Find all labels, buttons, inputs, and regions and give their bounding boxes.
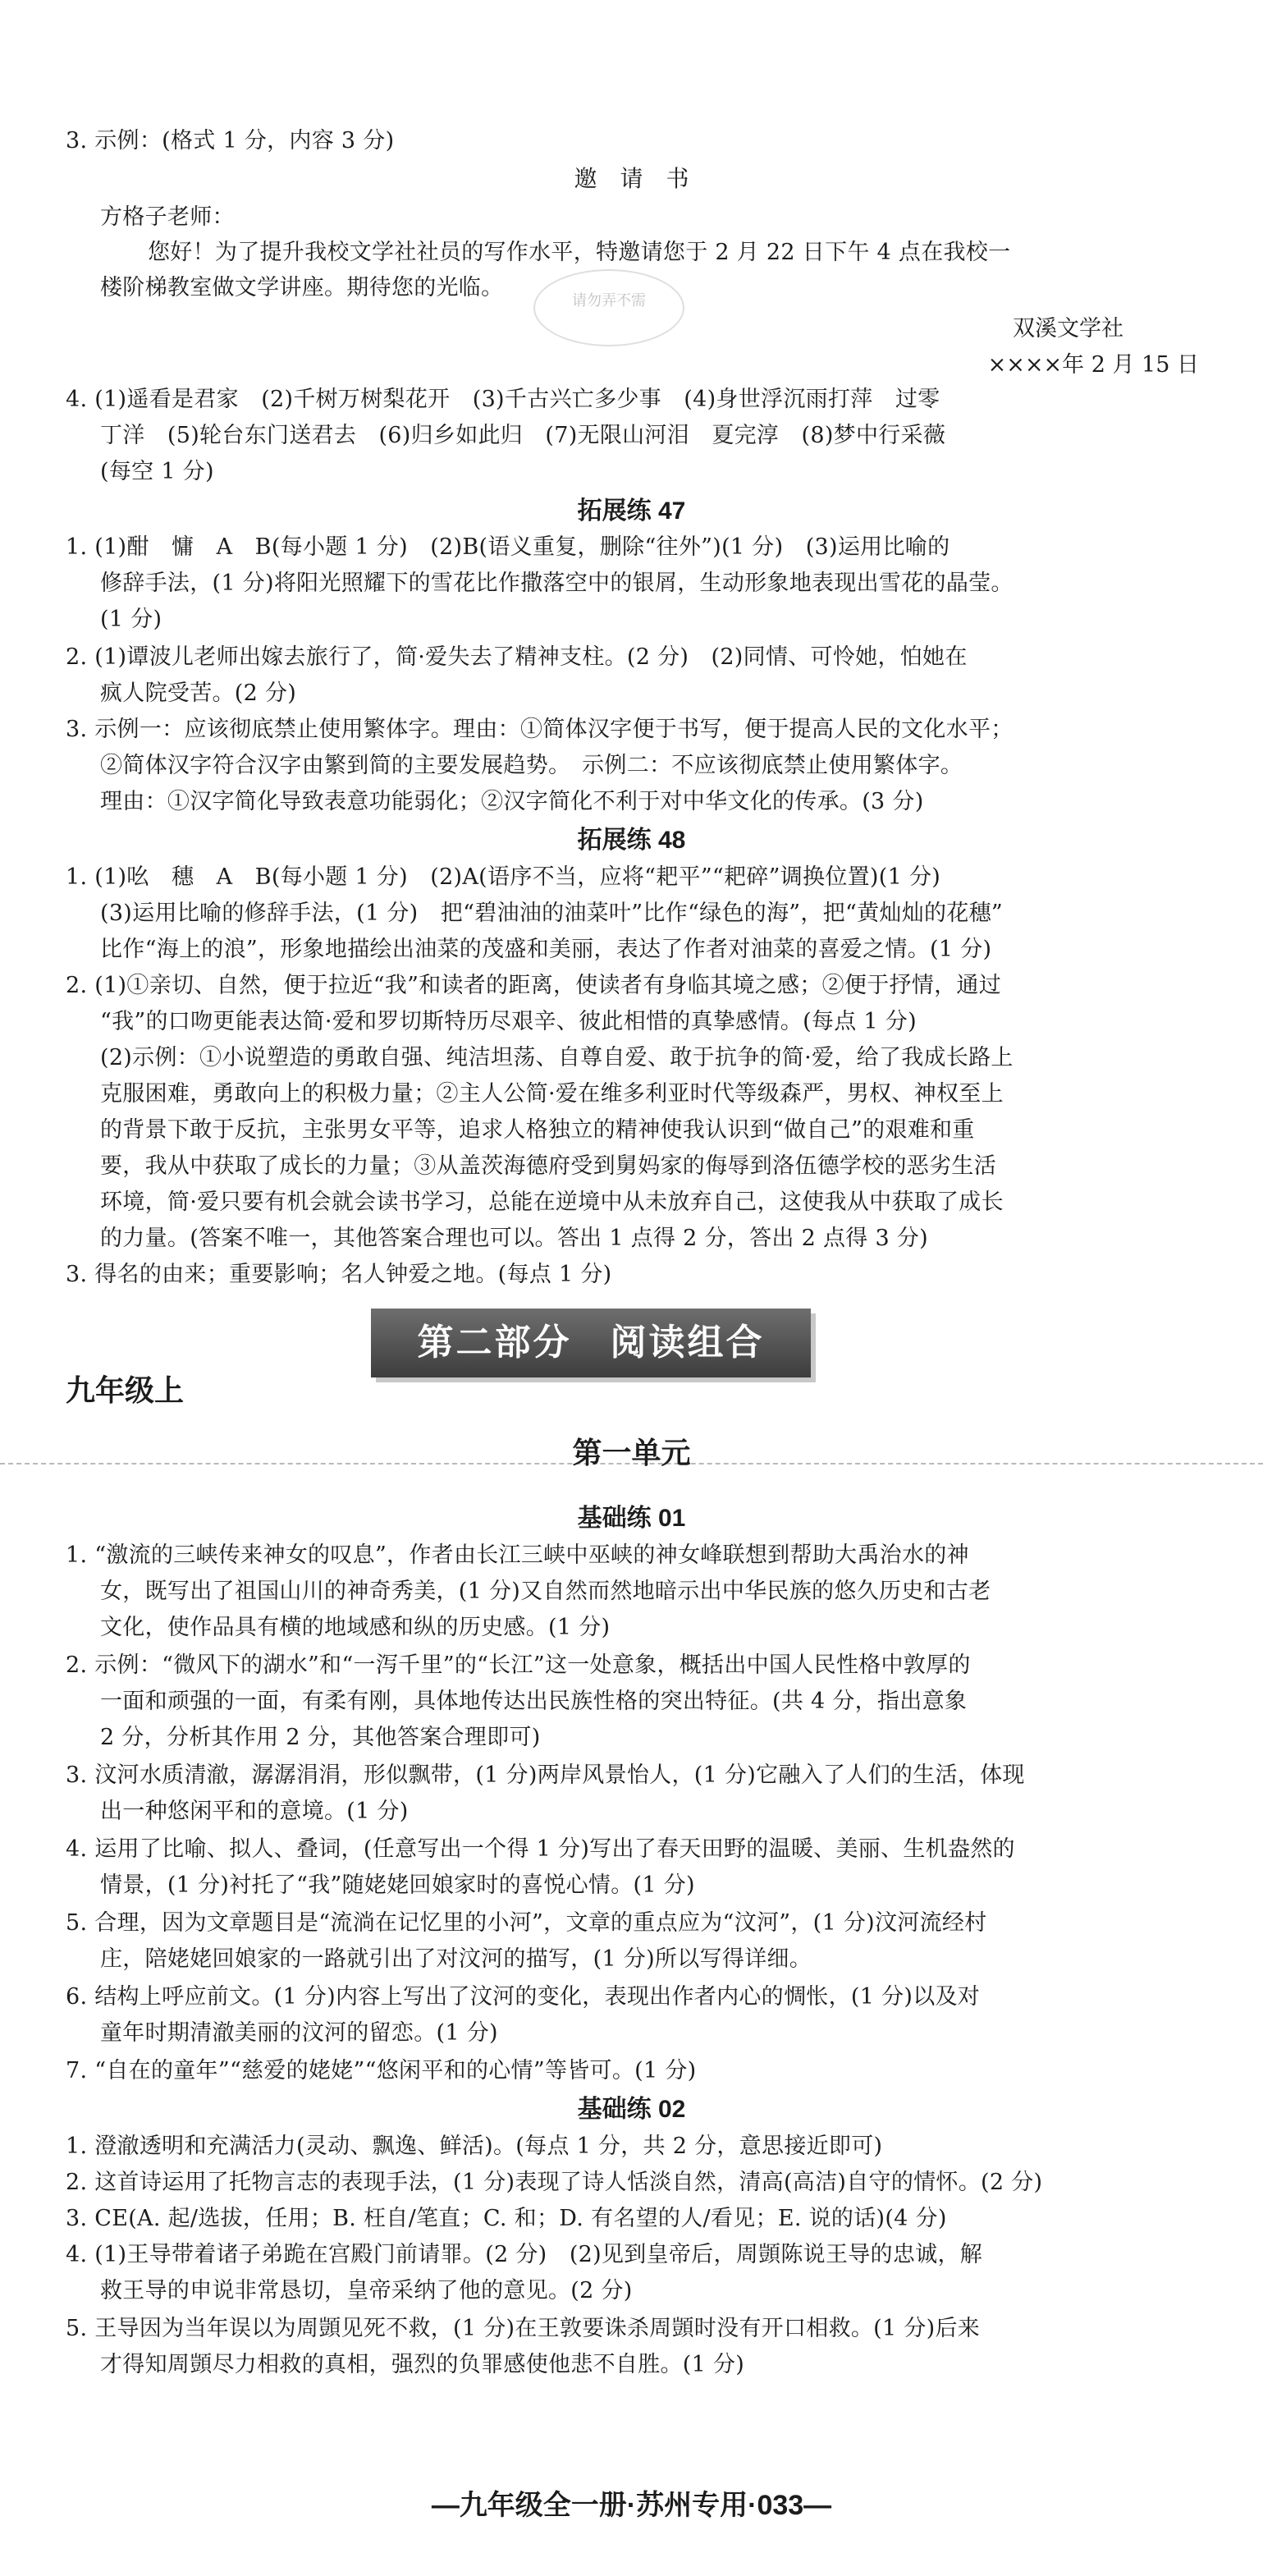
answer-line: 的背景下敢于反抗，主张男女平等，追求人格独立的精神使我认识到“做自己”的艰难和重 <box>100 1117 975 1143</box>
answer-line: 庄，陪姥姥回娘家的一路就引出了对汶河的描写，(1 分)所以写得详细。 <box>100 1946 812 1972</box>
answer-line: 比作“海上的浪”，形象地描绘出油菜的茂盛和美丽，表达了作者对油菜的喜爱之情。(1 分) <box>100 937 992 962</box>
answer-line: 理由：①汉字简化导致表意功能弱化；②汉字简化不利于对中华文化的传承。(3 分) <box>100 789 924 814</box>
page-footer: —九年级全一册·苏州专用·033— <box>431 2490 832 2521</box>
answer-line: ②简体汉字符合汉字由繁到简的主要发展趋势。 示例二：不应该彻底禁止使用繁体字。 <box>100 753 963 778</box>
answer-line: 情景，(1 分)衬托了“我”随姥姥回娘家时的喜悦心情。(1 分) <box>100 1872 695 1898</box>
answer-line: 2. (1)①亲切、自然，便于拉近“我”和读者的距离，使读者有身临其境之感；②便于抒情，通过 <box>66 973 1001 998</box>
answer-line: 一面和顽强的一面，有柔有刚，具体地传达出民族性格的突出特征。(共 4 分，指出意象 <box>100 1689 968 1714</box>
answer-line: (每空 1 分) <box>100 459 214 484</box>
part-banner <box>371 1309 811 1377</box>
answer-line: 克服困难，勇敢向上的积极力量；②主人公简·爱在维多利亚时代等级森严，男权、神权至上 <box>100 1081 1004 1107</box>
answer-line: 2 分，分析其作用 2 分，其他答案合理即可) <box>100 1725 541 1750</box>
answer-line: 丁洋 (5)轮台东门送君去 (6)归乡如此归 (7)无限山河泪 夏完淳 (8)梦中行采薇 <box>100 423 946 448</box>
letter-date: ××××年 2 月 15 日 <box>987 352 1199 378</box>
answer-line: 4. 运用了比喻、拟人、叠词，(任意写出一个得 1 分)写出了春天田野的温暖、美丽、生机盎然的 <box>66 1836 1015 1862</box>
answer-line: 环境，简·爱只要有机会就会读书学习，总能在逆境中从未放弃自己，这使我从中获取了成长 <box>100 1189 1004 1215</box>
answer-line: 3. CE(A. 起/选拔，任用；B. 枉自/笔直；C. 和；D. 有名望的人/看见；E. 说的话)(4 分) <box>66 2206 947 2231</box>
answer-line: 5. 王导因为当年误以为周顗见死不救，(1 分)在王敦要诛杀周顗时没有开口相救。(1 分)后来 <box>66 2316 981 2341</box>
answer-line: 3. 示例一：应该彻底禁止使用繁体字。理由：①简体汉字便于书写，便于提高人民的文化水平； <box>66 717 1014 742</box>
answer-line: 3. 得名的由来；重要影响；名人钟爱之地。(每点 1 分) <box>66 1262 612 1287</box>
answer-line: 修辞手法，(1 分)将阳光照耀下的雪花比作撒落空中的银屑，生动形象地表现出雪花的晶莹。 <box>100 571 1014 596</box>
answer-line: 1. (1)吆 穗 A B(每小题 1 分) (2)A(语序不当，应将“耙平”“耙碎”调换位置)(1 分) <box>66 864 941 890</box>
answer-line: 7. “自在的童年”“慈爱的姥姥”“悠闲平和的心情”等皆可。(1 分) <box>66 2058 697 2083</box>
answer-line: 5. 合理，因为文章题目是“流淌在记忆里的小河”，文章的重点应为“汶河”，(1 分)汶河流经村 <box>66 1910 987 1936</box>
answer-line: 6. 结构上呼应前文。(1 分)内容上写出了汶河的变化，表现出作者内心的惆怅，(1 分)以及对 <box>66 1984 981 2010</box>
answer-line: 方格子老师： <box>100 204 235 230</box>
answer-line: 救王导的申说非常恳切，皇帝采纳了他的意见。(2 分) <box>100 2278 633 2303</box>
section-title-ext48: 拓展练 48 <box>577 827 686 854</box>
grade-title: 九年级上 <box>66 1373 185 1407</box>
answer-line: 出一种悠闲平和的意境。(1 分) <box>100 1799 409 1824</box>
answer-line: 疯人院受苦。(2 分) <box>100 681 297 706</box>
section-title-basic02: 基础练 02 <box>577 2096 686 2123</box>
answer-line: 1. “激流的三峡传来神女的叹息”，作者由长江三峡中巫峡的神女峰联想到帮助大禹治水的神 <box>66 1542 969 1568</box>
answer-line: 文化，使作品具有横的地域感和纵的历史感。(1 分) <box>100 1615 611 1640</box>
answer-line: 的力量。(答案不唯一，其他答案合理也可以。答出 1 点得 2 分，答出 2 点得 3 分) <box>100 1226 928 1251</box>
section-title-basic01: 基础练 01 <box>577 1505 686 1532</box>
letter-signature: 双溪文学社 <box>1013 316 1123 341</box>
answer-line: 2. 示例：“微风下的湖水”和“一泻千里”的“长江”这一处意象，概括出中国人民性格中敦厚的 <box>66 1652 971 1678</box>
answer-line: (1 分) <box>100 607 162 632</box>
stamp-text: 请勿弄不需 <box>572 292 646 309</box>
answer-line: 女，既写出了祖国山川的神奇秀美，(1 分)又自然而然地暗示出中华民族的悠久历史和古老 <box>100 1579 991 1604</box>
answer-line: 要，我从中获取了成长的力量；③从盖茨海德府受到舅妈家的侮辱到洛伍德学校的恶劣生活 <box>100 1153 996 1179</box>
answer-line: 您好！为了提升我校文学社社员的写作水平，特邀请您于 2 月 22 日下午 4 点在我校一 <box>148 240 1011 265</box>
part-banner-title: 第二部分 阅读组合 <box>417 1322 765 1363</box>
answer-line: “我”的口吻更能表达简·爱和罗切斯特历尽艰辛、彼此相惜的真挚感情。(每点 1 分) <box>100 1009 917 1034</box>
answer-line: 1. (1)酣 慵 A B(每小题 1 分) (2)B(语义重复，删除“往外”)(1 分) (3)运用比喻的 <box>66 534 950 560</box>
answer-line: (3)运用比喻的修辞手法，(1 分) 把“碧油油的油菜叶”比作“绿色的海”，把“黄灿灿的花穗” <box>100 901 1003 926</box>
answer-line: 才得知周顗尽力相救的真相，强烈的负罪感使他悲不自胜。(1 分) <box>100 2352 745 2377</box>
unit-title: 第一单元 <box>572 1436 691 1469</box>
letter-title: 邀 请 书 <box>574 165 689 192</box>
answer-line: 1. 澄澈透明和充满活力(灵动、飘逸、鲜活)。(每点 1 分，共 2 分，意思接近即可) <box>66 2134 883 2159</box>
section-title-ext47: 拓展练 47 <box>577 497 686 525</box>
watermark-stamp <box>533 269 684 346</box>
answer-line: 2. 这首诗运用了托物言志的表现手法，(1 分)表现了诗人恬淡自然，清高(高洁)自守的情怀。(2 分) <box>66 2170 1043 2195</box>
answer-line: 楼阶梯教室做文学讲座。期待您的光临。 <box>100 275 504 300</box>
answer-line: 4. (1)遥看是君家 (2)千树万树梨花开 (3)千古兴亡多少事 (4)身世浮沉雨打萍 过零 <box>66 387 940 412</box>
answer-line: 3. 汶河水质清澈，潺潺涓涓，形似飘带，(1 分)两岸风景怡人，(1 分)它融入了人们的生活，体现 <box>66 1762 1025 1788</box>
answer-line: 童年时期清澈美丽的汶河的留恋。(1 分) <box>100 2020 498 2046</box>
answer-line: 4. (1)王导带着诸子弟跪在宫殿门前请罪。(2 分) (2)见到皇帝后，周顗陈说王导的忠诚，解 <box>66 2242 983 2267</box>
answer-line: (2)示例：①小说塑造的勇敢自强、纯洁坦荡、自尊自爱、敢于抗争的简·爱，给了我成长路上 <box>100 1045 1014 1070</box>
answer-line: 3. 示例：(格式 1 分，内容 3 分) <box>66 128 395 154</box>
answer-line: 2. (1)谭波儿老师出嫁去旅行了，简·爱失去了精神支柱。(2 分) (2)同情、可怜她，怕她在 <box>66 644 968 670</box>
